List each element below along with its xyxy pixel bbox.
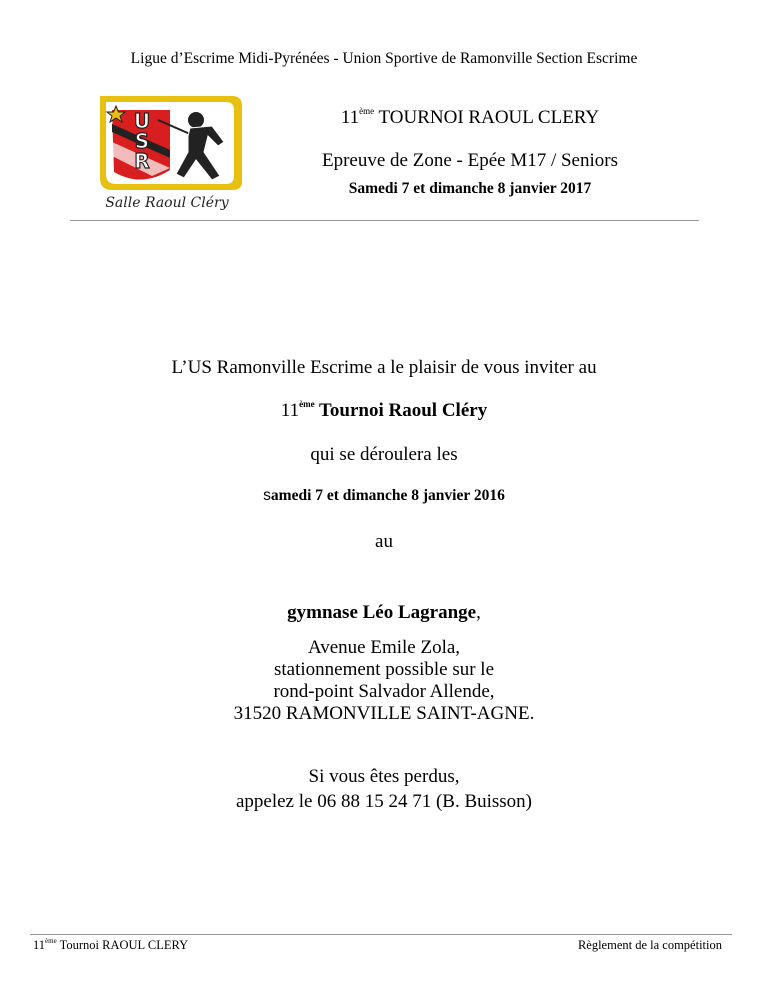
invitation-intro: L’US Ramonville Escrime a le plaisir de vous inviter au (171, 357, 597, 378)
logo-letter-r: R (134, 149, 150, 173)
fencer-logo-icon (92, 90, 242, 216)
help-line: Si vous êtes perdus, (308, 766, 460, 787)
header-divider (70, 220, 699, 221)
league-header-line: Ligue d’Escrime Midi-Pyrénées - Union Sportive de Ramonville Section Escrime (130, 50, 638, 67)
address-line: rond-point Salvador Allende, (273, 681, 495, 702)
help-contact (0, 764, 768, 814)
invitation-at: au (375, 531, 393, 552)
logo-letter-s: S (134, 129, 150, 153)
venue-address (0, 637, 768, 725)
address-line: 31520 RAMONVILLE SAINT-AGNE. (233, 703, 535, 724)
usr-logo (92, 90, 242, 216)
address-line: Avenue Emile Zola, (307, 637, 461, 658)
invitation-held-on: qui se déroulera les (310, 444, 458, 465)
help-line: appelez le 06 88 15 24 71 (B. Buisson) (235, 791, 533, 812)
header-event-subtitle: Epreuve de Zone - Epée M17 / Seniors (322, 150, 618, 171)
address-line: stationnement possible sur le (273, 659, 495, 680)
footer-divider (30, 934, 732, 935)
invitation-date: samedi 7 et dimanche 8 janvier 2016 (263, 487, 505, 504)
header-date: Samedi 7 et dimanche 8 janvier 2017 (348, 180, 592, 197)
venue-name: gymnase Léo Lagrange, (287, 602, 481, 623)
logo-caption: Salle Raoul Cléry (105, 195, 229, 211)
header-tournament-title: 11ème TOURNOI RAOUL CLERY (340, 106, 600, 128)
footer-rules: Règlement de la compétition (577, 938, 722, 952)
logo-letter-u: U (133, 109, 151, 133)
footer-tournament: 11ème Tournoi RAOUL CLERY (33, 937, 189, 952)
invitation-tournament-name: 11ème Tournoi Raoul Cléry (280, 399, 488, 421)
